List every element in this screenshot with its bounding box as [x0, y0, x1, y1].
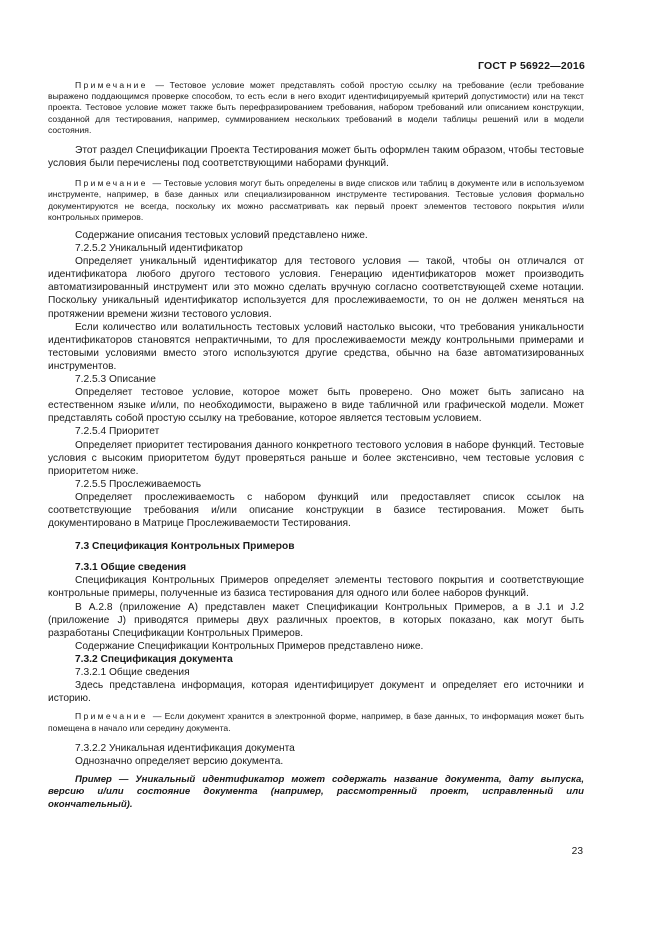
paragraph: Этот раздел Спецификации Проекта Тестирования может быть оформлен таким образом, чтобы тестовые условия были перечислены под соответствующими наборами функций. — [48, 145, 584, 170]
note-label: Примечание — [75, 80, 148, 90]
note-label: Примечание — [75, 711, 148, 722]
subsection-heading: 7.2.5.2 Уникальный идентификатор — [75, 243, 243, 255]
subsection-heading: 7.2.5.3 Описание — [75, 374, 156, 386]
paragraph: Содержание описания тестовых условий представлено ниже. — [75, 230, 368, 242]
paragraph: Здесь представлена информация, которая идентифицирует документ и определяет его источники и историю. — [48, 680, 584, 705]
note-label: Примечание — [75, 178, 148, 189]
paragraph: Если количество или волатильность тестовых условий настолько высоки, что требования уникальности идентификаторов становятся непрактичными, то для прослеживаемости между контрольными примерами и тестовыми условиями вместо этого используются другие средства, обычно на базе автоматизированных инструментов. — [48, 321, 584, 372]
note-paragraph — [48, 80, 584, 136]
example-paragraph: Пример — Уникальный идентификатор может содержать название документа, дату выпуска, версию и/или состояние документа (например, рассмотренный проект, исправленный или окончательный). — [48, 773, 584, 811]
paragraph: Однозначно определяет версию документа. — [75, 755, 284, 767]
subsection-heading: 7.3.2.1 Общие сведения — [75, 667, 190, 679]
subsection-heading: 7.3.2 Спецификация документа — [75, 653, 233, 665]
paragraph: Определяет тестовое условие, которое может быть проверено. Оно может быть записано на естественном языке и/или, по необходимости, выражено в виде табличной или графической модели. Может представлять собой простую ссылку на требование, которое является тестовым условием. — [48, 387, 584, 425]
paragraph: Определяет прослеживаемость с набором функций или предоставляет список ссылок на соответствующие требования и/или описание конструкции в базисе тестирования. Может быть документировано в Матрице Прослеживаемости Тестирования. — [48, 491, 584, 530]
note-text: — Тестовые условия могут быть определены в виде списков или таблиц в документе или в используемом инструменте, например, в базе данных или специализированном инструменте тестирования. Тестовые условия формально документируются не всегда, поскольку их можно рассматривать как первый проект элементов тестового покрытия и/или контрольных примеров. — [48, 178, 585, 222]
subsection-heading: 7.3.1 Общие сведения — [75, 562, 187, 574]
paragraph: Определяет уникальный идентификатор для тестового условия — такой, чтобы он отличался от идентификатора любого другого тестового условия. Генерацию идентификаторов может производить автоматизированный инструмент или это можно сделать вручную согласно соответствующей схеме нотации. Поскольку уникальный идентификатор используется для прослеживаемости, то он не должен меняться на протяжении времени жизни тестового условия. — [48, 256, 584, 320]
note-paragraph — [48, 178, 584, 223]
page-number: 23 — [571, 846, 583, 857]
page-content — [48, 80, 584, 812]
section-heading: 7.3 Спецификация Контрольных Примеров — [75, 541, 295, 553]
note-text: — Если документ хранится в электронной форме, например, в базе данных, то информация может быть помещена в начало или середину документа. — [48, 711, 584, 733]
paragraph: Определяет приоритет тестирования данного конкретного тестового условия в наборе функций. Тестовые условия с высоким приоритетом будут проверяться раньше и более экстенсивно, чем тестовые условия с приоритетом ниже. — [48, 439, 584, 477]
subsection-heading: 7.2.5.4 Приоритет — [75, 426, 160, 438]
document-header: ГОСТ Р 56922—2016 — [477, 60, 585, 72]
subsection-heading: 7.3.2.2 Уникальная идентификация документа — [75, 742, 295, 754]
paragraph: Спецификация Контрольных Примеров определяет элементы тестового покрытия и соответствующие контрольные примеры, полученные из базиса тестирования для одного или более наборов функций. — [48, 575, 584, 600]
note-text: — Тестовое условие может представлять собой простую ссылку на требование (если требование выражено поддающимся проверке способом, то есть если в него входит идентифицируемый критерий допустимости) или на текст проекта. Тестовое условие может также быть перефразированием требования, набором требований или описанием конструкции, созданной для тестирования, например, суммированием нескольких требований в модели таблицы решений или в модели состояния. — [48, 80, 585, 135]
paragraph: В А.2.8 (приложение А) представлен макет Спецификации Контрольных Примеров, а в J.1 и J.2 (приложение J) приводятся примеры двух различных проектов, в которых показано, как могут быть разработаны Спецификации Контрольных Примеров. — [48, 601, 584, 639]
paragraph: Содержание Спецификации Контрольных Примеров представлено ниже. — [75, 640, 424, 652]
subsection-heading: 7.2.5.5 Прослеживаемость — [75, 478, 202, 490]
note-paragraph — [48, 711, 584, 733]
